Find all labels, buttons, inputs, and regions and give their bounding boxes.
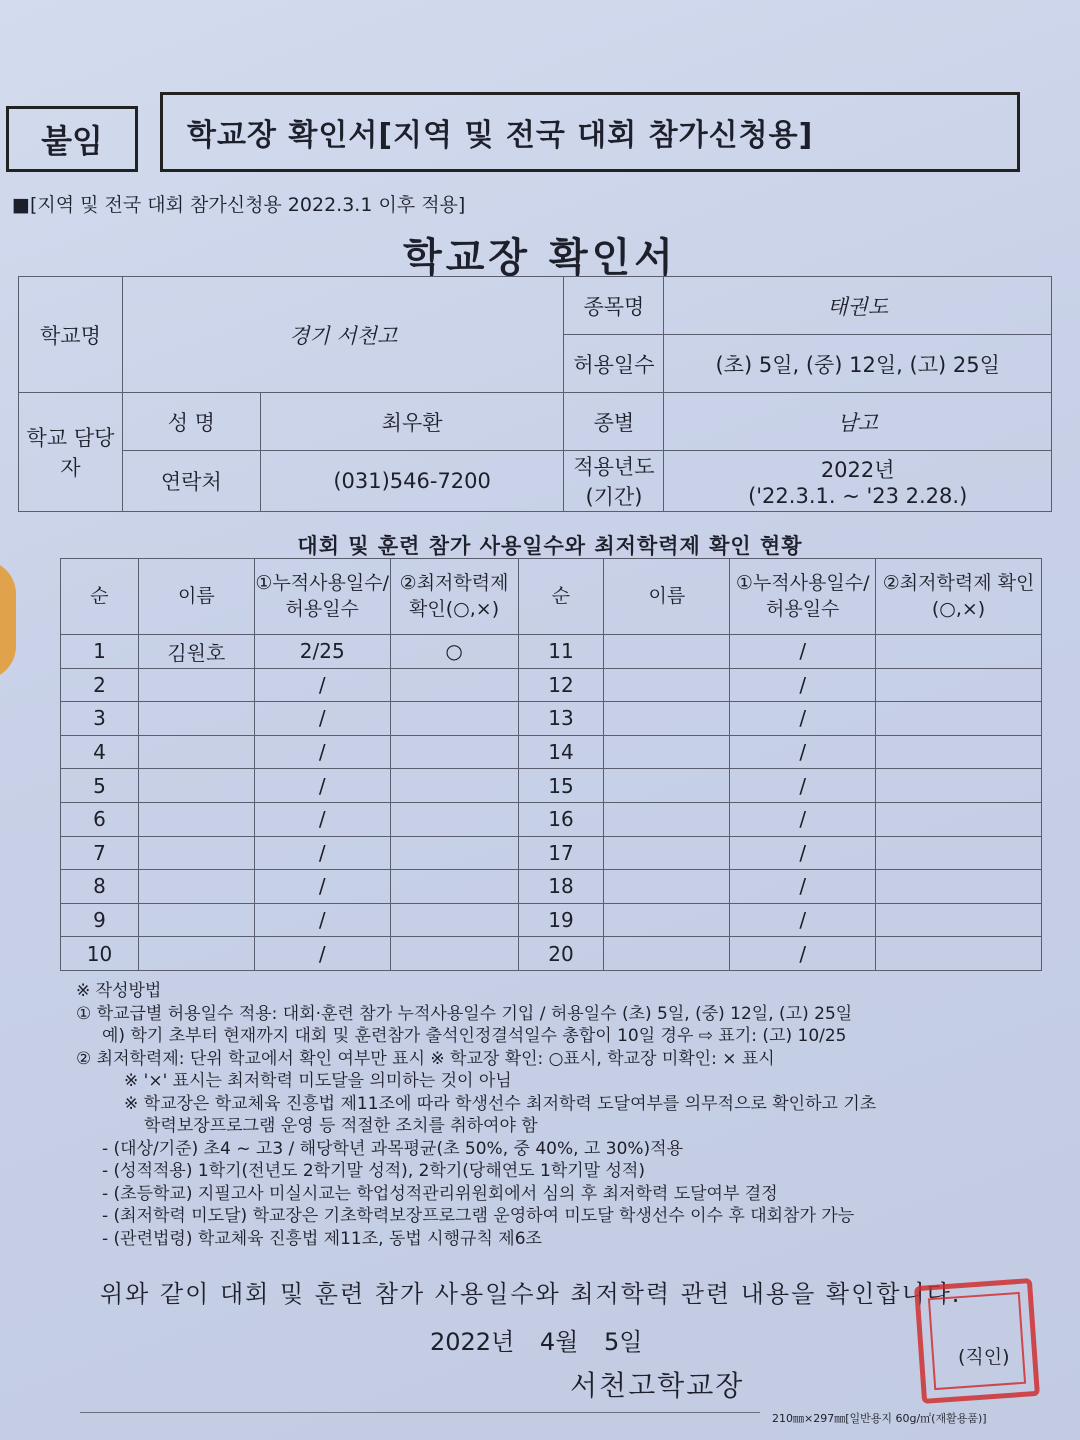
row-name (138, 702, 254, 736)
row-check (876, 937, 1042, 971)
row-days: / (254, 937, 390, 971)
row-name (138, 903, 254, 937)
footer-divider (80, 1412, 760, 1413)
top-band (6, 92, 1020, 178)
year-cell (664, 451, 1052, 512)
row-days: / (730, 836, 876, 870)
row-days: / (730, 735, 876, 769)
row-check (390, 937, 518, 971)
row-days: / (254, 802, 390, 836)
usage-grid (60, 558, 1042, 971)
row-number: 15 (518, 769, 604, 803)
row-name (604, 802, 730, 836)
row-days: / (730, 870, 876, 904)
row-name (604, 769, 730, 803)
col-name-right: 이름 (604, 559, 730, 635)
row-number: 16 (518, 802, 604, 836)
school-value: 경기 서천고 (122, 277, 564, 393)
year-value: 2022년 (820, 458, 895, 482)
row-days: / (730, 668, 876, 702)
row-number: 12 (518, 668, 604, 702)
row-number: 2 (61, 668, 139, 702)
row-name (138, 937, 254, 971)
phone-label: 연락처 (122, 451, 260, 512)
official-seal (914, 1278, 1040, 1404)
row-check (876, 802, 1042, 836)
row-check (390, 735, 518, 769)
paper-spec: 210㎜×297㎜[일반용지 60g/㎡(재활용품)] (772, 1412, 987, 1425)
row-days: / (730, 635, 876, 669)
row-check (876, 702, 1042, 736)
row-number: 8 (61, 870, 139, 904)
row-days: / (730, 802, 876, 836)
row-name (604, 635, 730, 669)
row-check (876, 668, 1042, 702)
col-check-right: ②최저학력제 확인(○,×) (876, 559, 1042, 635)
note-line: 예) 학기 초부터 현재까지 대회 및 훈련참가 출석인정결석일수 총합이 10일 경우 ⇨ 표기: (고) 10/25 (102, 1026, 847, 1046)
notes (76, 980, 1056, 1250)
row-days: / (730, 937, 876, 971)
row-number: 6 (61, 802, 139, 836)
note-line: ① 학교급별 허용일수 적용: 대회·훈련 참가 누적사용일수 기입 / 허용일수 (초) 5일, (중) 12일, (고) 25일 (76, 1003, 853, 1024)
table-row (61, 735, 1042, 769)
row-check (390, 903, 518, 937)
category-value: 남고 (664, 393, 1052, 451)
row-number: 4 (61, 735, 139, 769)
document-title: 학교장 확인서 (403, 235, 677, 281)
row-check (876, 769, 1042, 803)
note-line: ※ '×' 표시는 최저학력 미도달을 의미하는 것이 아님 (124, 1071, 512, 1091)
table-row (61, 802, 1042, 836)
notes-heading: ※ 작성방법 (76, 981, 162, 1001)
row-check: ○ (390, 635, 518, 669)
note-line: - (초등학교) 지필고사 미실시교는 학업성적관리위원회에서 심의 후 최저학력 도달여부 결정 (102, 1183, 778, 1204)
table-row (61, 635, 1042, 669)
row-number: 17 (518, 836, 604, 870)
attachment-badge: 붙임 (6, 106, 138, 172)
note-line: - (최저학력 미도달) 학교장은 기초학력보장프로그램 운영하여 미도달 학생선수 이수 후 대회참가 가능 (102, 1206, 855, 1226)
row-name (604, 836, 730, 870)
row-days: / (254, 836, 390, 870)
row-check (390, 769, 518, 803)
row-check (876, 870, 1042, 904)
row-number: 10 (61, 937, 139, 971)
col-days-left: ①누적사용일수/허용일수 (254, 559, 390, 635)
contact-person-label: 학교 담당자 (19, 393, 123, 512)
row-name (604, 668, 730, 702)
principal-signature: 서천고학교장 (570, 1369, 745, 1402)
row-name: 김원호 (138, 635, 254, 669)
row-check (876, 635, 1042, 669)
col-days-right: ①누적사용일수/허용일수 (730, 559, 876, 635)
row-name (604, 937, 730, 971)
row-name (138, 769, 254, 803)
event-value: 태권도 (664, 277, 1052, 335)
year-label: 적용년도 (기간) (564, 451, 664, 512)
note-line: - (관련법령) 학교체육 진흥법 제11조, 동법 시행규칙 제6조 (102, 1228, 542, 1249)
row-name (138, 836, 254, 870)
table-row (61, 769, 1042, 803)
issue-date: 2022년 4월 5일 (430, 1328, 643, 1356)
row-number: 18 (518, 870, 604, 904)
allowed-days-label: 허용일수 (564, 335, 664, 393)
row-name (138, 735, 254, 769)
info-table (18, 276, 1052, 512)
row-check (390, 668, 518, 702)
category-label: 종별 (564, 393, 664, 451)
row-number: 13 (518, 702, 604, 736)
row-check (390, 702, 518, 736)
row-number: 7 (61, 836, 139, 870)
allowed-days-value: (초) 5일, (중) 12일, (고) 25일 (664, 335, 1052, 393)
note-line: - (대상/기준) 초4 ~ 고3 / 해당학년 과목평균(초 50%, 중 40%, 고 30%)적용 (102, 1138, 684, 1159)
row-name (138, 668, 254, 702)
row-name (604, 702, 730, 736)
note-line: 학력보장프로그램 운영 등 적절한 조치를 취하여야 함 (144, 1116, 538, 1136)
row-days: 2/25 (254, 635, 390, 669)
name-value: 최우환 (260, 393, 564, 451)
table-row (61, 836, 1042, 870)
note-line: - (성적적용) 1학기(전년도 2학기말 성적), 2학기(당해연도 1학기말 성적) (102, 1161, 645, 1181)
school-label: 학교명 (19, 277, 123, 393)
row-days: / (730, 769, 876, 803)
row-check (876, 735, 1042, 769)
row-name (604, 735, 730, 769)
subtitle: ■[지역 및 전국 대회 참가신청용 2022.3.1 이후 적용] (12, 194, 466, 216)
col-no-left: 순 (61, 559, 139, 635)
row-number: 14 (518, 735, 604, 769)
row-number: 20 (518, 937, 604, 971)
row-days: / (254, 903, 390, 937)
table-row (61, 903, 1042, 937)
row-name (138, 870, 254, 904)
row-name (604, 903, 730, 937)
header-title: 학교장 확인서[지역 및 전국 대회 참가신청용] (160, 92, 1020, 172)
name-label: 성 명 (122, 393, 260, 451)
row-number: 11 (518, 635, 604, 669)
row-days: / (254, 735, 390, 769)
note-line: ※ 학교장은 학교체육 진흥법 제11조에 따라 학생선수 최저학력 도달여부를 의무적으로 확인하고 기초 (124, 1093, 877, 1114)
row-check (876, 903, 1042, 937)
row-check (390, 836, 518, 870)
row-days: / (254, 870, 390, 904)
event-label: 종목명 (564, 277, 664, 335)
period-value: ('22.3.1. ~ '23 2.28.) (748, 484, 968, 508)
row-days: / (254, 769, 390, 803)
row-number: 3 (61, 702, 139, 736)
note-line: ② 최저학력제: 단위 학교에서 확인 여부만 표시 ※ 학교장 확인: ○표시, 학교장 미확인: × 표시 (76, 1048, 775, 1069)
row-check (390, 802, 518, 836)
seal-label: (직인) (958, 1346, 1010, 1368)
row-days: / (254, 702, 390, 736)
table-row (61, 668, 1042, 702)
row-check (876, 836, 1042, 870)
row-days: / (730, 702, 876, 736)
row-days: / (730, 903, 876, 937)
confirmation-text: 위와 같이 대회 및 훈련 참가 사용일수와 최저학력 관련 내용을 확인합니다. (100, 1280, 962, 1308)
row-check (390, 870, 518, 904)
row-number: 5 (61, 769, 139, 803)
section-title: 대회 및 훈련 참가 사용일수와 최저학력제 확인 현황 (297, 534, 803, 558)
table-row (61, 937, 1042, 971)
phone-value: (031)546-7200 (260, 451, 564, 512)
row-number: 19 (518, 903, 604, 937)
row-name (138, 802, 254, 836)
col-no-right: 순 (518, 559, 604, 635)
row-days: / (254, 668, 390, 702)
row-number: 1 (61, 635, 139, 669)
table-row (61, 870, 1042, 904)
table-row (61, 702, 1042, 736)
row-number: 9 (61, 903, 139, 937)
col-name-left: 이름 (138, 559, 254, 635)
col-check-left: ②최저학력제 확인(○,×) (390, 559, 518, 635)
row-name (604, 870, 730, 904)
grid-body (61, 635, 1042, 971)
